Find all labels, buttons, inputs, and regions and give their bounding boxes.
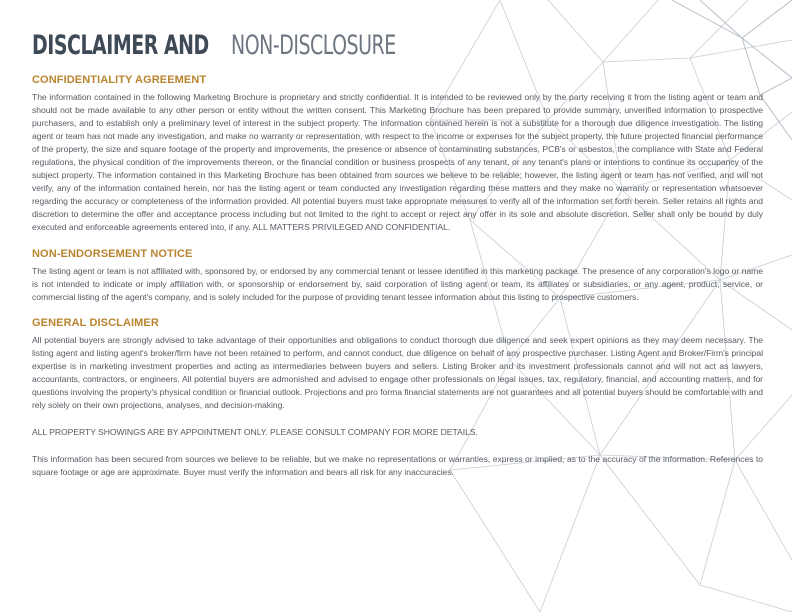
confidentiality-heading: CONFIDENTIALITY AGREEMENT (32, 74, 207, 86)
general-disclaimer-heading: GENERAL DISCLAIMER (32, 316, 159, 329)
disclaimer-page (32, 30, 763, 479)
non-endorsement-body: The listing agent or team is not affiliated with, sponsored by, or endorsed by any commercial tenant or lessee identified in this marketing package. The presence of any corporation's logo or name is not intended to indicate or imply affiliation with, or sponsorship or endorsement by, said corporation of listing agent or team, its affiliates or subsidiaries, or any agent, product, service, or commercial listing of the agent's company, and is solely included for the purpose of providing tenant lessee information about this listing to prospective customers. (32, 265, 763, 302)
title-light-part: NON-DISCLOSURE (230, 30, 396, 61)
reliability-notice: This information has been secured from sources we believe to be reliable, but we make no representations or warranties, express or implied, as to the accuracy of the information. References to square footage or age are approximate. Buyer must verify the information and bears all risk for any inaccuracies. (32, 453, 763, 478)
page-title (32, 30, 763, 62)
title-bold-part: DISCLAIMER AND (32, 30, 209, 61)
general-disclaimer-body: All potential buyers are strongly advised to take advantage of their opportunities and obligations to conduct thorough due diligence and seek expert opinions as they may deem necessary. The listing agent and listing agent's broker/firm have not been retained to perform, and cannot conduct, due diligence on behalf of any prospective purchaser. Listing Agent and Broker/Firm's principal expertise is in marketing investment properties and acting as intermediaries between buyers and sellers. Listing Broker and its investment professionals cannot and will not act as lawyers, accountants, contractors, or engineers. All potential buyers are admonished and advised to engage other professionals on legal issues, tax, regulatory, financial, and accounting matters, and for questions involving the property's physical condition or financial outlook. Projections and pro forma financial statements are not guarantees and all potential buyers should be comfortable with and rely solely on their own projections, analyses, and decision-making. (32, 334, 763, 410)
non-endorsement-heading: NON-ENDORSEMENT NOTICE (32, 247, 193, 260)
showings-notice: ALL PROPERTY SHOWINGS ARE BY APPOINTMENT ONLY. PLEASE CONSULT COMPANY FOR MORE DETAILS. (32, 426, 478, 437)
confidentiality-body: The information contained in the following Marketing Brochure is proprietary and strictly confidential. It is intended to be reviewed only by the party receiving it from the listing agent or team and should not be made available to any other person or entity without the written consent. This Marketing Brochure has been prepared to provide summary, unverified information to prospective purchasers, and to establish only a preliminary level of interest in the subject property. The information contained herein is not a substitute for a thorough due diligence investigation. The listing agent or team has not made any investigation, and make no warranty or representation, with respect to the income or expenses for the subject property, the future projected financial performance of the property, the size and square footage of the property and improvements, the presence or absence of contaminating substances, PCB's or asbestos, the compliance with State and Federal regulations, the physical condition of the improvements thereon, or the financial condition or business prospects of any tenant, or any tenant's plans or intentions to continue its occupancy of the subject property. The information contained in this Marketing Brochure has been obtained from sources we believe to be reliable; however, the listing agent or team has not verified, and will not verify, any of the information contained herein, nor has the listing agent or team conducted any investigation regarding these matters and they make no warranty or representation whatsoever regarding the accuracy or completeness of the information provided. All potential buyers must take appropriate measures to verify all of the information set forth herein. Seller retains all rights and discretion to determine the offer and acceptance process including but not limited to the right to accept or reject any offer in its sole and absolute discretion. Seller shall only be bound by duly executed and enforceable agreements entered into, if any. ALL MATTERS PRIVILEGED AND CONFIDENTIAL. (32, 92, 763, 233)
